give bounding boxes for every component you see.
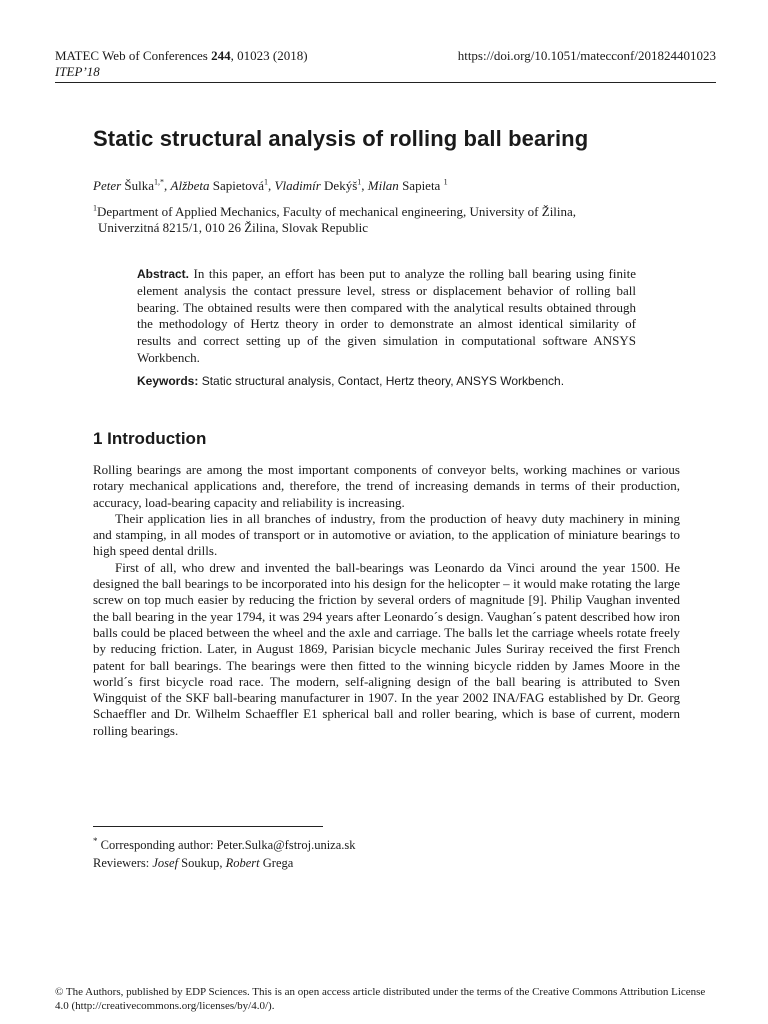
license-notice: © The Authors, published by EDP Sciences. This is an open access article distributed under the terms of the Creative Commons Attribution License 4.0 (http://creativecommons.org/licenses/by/4.0/). xyxy=(55,986,706,1012)
running-header-journal xyxy=(55,48,308,80)
paper-title: Static structural analysis of rolling ball bearing xyxy=(93,126,589,151)
footnote-marker: * xyxy=(93,835,98,846)
keywords-label: Keywords: xyxy=(137,374,199,388)
affiliation-line-2: Univerzitná 8215/1, 010 26 Žilina, Slovak Republic xyxy=(98,220,369,235)
affiliation xyxy=(93,204,693,236)
affiliation-marker: 1 xyxy=(93,203,97,213)
keywords-text: Static structural analysis, Contact, Hertz theory, ANSYS Workbench. xyxy=(198,374,565,388)
corresponding-author: Corresponding author: Peter.Sulka@fstroj.uniza.sk xyxy=(97,838,356,852)
section-heading: 1 Introduction xyxy=(93,429,207,448)
article-number-year: , 01023 (2018) xyxy=(230,48,308,63)
author-list xyxy=(93,178,448,194)
abstract xyxy=(137,266,636,367)
abstract-text: In this paper, an effort has been put to analyze the rolling ball bearing using finite element analysis the contact pressure level, stress or displacement behavior of rolling ball bearing. The obtained results were then compared with the analytical results obtained through the methodology of Hertz theory in order to demonstrate an almost identical similarity of results and correct setting up of the given simulation in computational software ANSYS Workbench. xyxy=(137,266,636,365)
journal-name: MATEC Web of Conferences xyxy=(55,48,212,63)
author: Vladimír Dekýš$^1$, xyxy=(274,177,368,193)
footnote xyxy=(93,836,356,872)
paragraph: First of all, who drew and invented the ball-bearings was Leonardo da Vinci around the year 1500. He designed the ball bearings to be incorporated into his design for the helicopter – it would make rotating the large screw on top much easier by reducing the friction by several orders of magnitude [9]. Philip Vaughan invented the ball bearing in the year 1794, it was 294 years after Leonardo´s design. Vaughan´s patent described how iron balls could be placed between the wheel and the axle and carriage. The balls let the carriage wheels rotate freely by reducing friction. Later, in August 1869, Parisian bicycle mechanic Jules Suriray received the first French patent for ball bearings. The bearings were then fitted to the winning bicycle ridden by James Moore in the world´s first bicycle road race. The modern, self-aligning design of the ball bearing is attributed to Sven Wingquist of the SKF ball-bearing manufacturer in 1907. In the year 2002 INA/FAG established by Dr. Georg Schaeffler and Dr. Wilhelm Schaeffler E1 spherical ball and roller bearing, which is base of current, modern rolling bearings. xyxy=(93,559,680,738)
reviewers: Reviewers: Josef Soukup, Robert Grega xyxy=(93,856,294,870)
abstract-label: Abstract. xyxy=(137,267,190,281)
affiliation-line-1: Department of Applied Mechanics, Faculty of mechanical engineering, University of Žilina, xyxy=(97,204,577,219)
author: Peter Šulka$^{1,*}$, xyxy=(93,177,171,193)
doi-link[interactable]: https://doi.org/10.1051/matecconf/201824401023 xyxy=(457,48,716,63)
author: Alžbeta Sapietová$^1$, xyxy=(170,177,275,193)
volume-number: 244 xyxy=(211,48,231,63)
paragraph: Their application lies in all branches of industry, from the production of heavy duty machinery in mining and stamping, in all modes of transport or in automotive or aviation, to the application of miniature bearings to high speed dental drills. xyxy=(93,510,680,559)
body-text xyxy=(93,462,680,739)
paragraph: Rolling bearings are among the most important components of conveyor belts, working machines or various rotary mechanical applications and, therefore, the trend of increasing demands in terms of their production, accuracy, load-bearing capacity and reliability is increasing. xyxy=(93,462,680,510)
footnote-divider xyxy=(93,826,323,827)
author: Milan Sapieta $^1$ xyxy=(367,177,448,193)
header-divider xyxy=(55,82,716,83)
keywords xyxy=(137,373,647,389)
conference-name: ITEP’18 xyxy=(55,64,100,79)
